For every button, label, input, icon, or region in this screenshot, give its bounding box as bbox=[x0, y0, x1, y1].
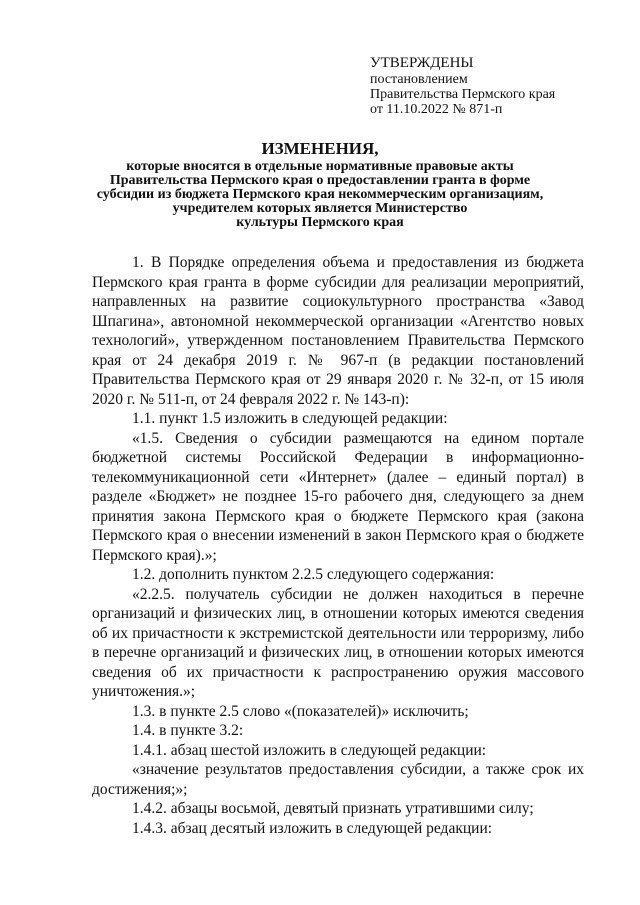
document-subtitle bbox=[80, 160, 560, 230]
approval-line: постановлением bbox=[370, 72, 468, 87]
subtitle-line: культуры Пермского края bbox=[236, 215, 404, 230]
paragraph: 1.4.3. абзац десятый изложить в следующей редакции: bbox=[132, 819, 493, 837]
paragraph: 1.3. в пункте 2.5 слово «(показателей)» исключить; bbox=[132, 702, 469, 720]
paragraph: 1.4.2. абзацы восьмой, девятый признать утратившими силу; bbox=[132, 800, 534, 817]
document-body bbox=[92, 253, 584, 838]
subtitle-line: учредителем которых является Министерство bbox=[172, 201, 468, 216]
subtitle-line: Правительства Пермского края о предоставлении гранта в форме bbox=[109, 173, 531, 188]
paragraph: 1.1. пункт 1.5 изложить в следующей редакции: bbox=[132, 410, 448, 427]
approval-stamp bbox=[370, 56, 630, 117]
paragraph: 1.2. дополнить пунктом 2.2.5 следующего содержания: bbox=[132, 566, 495, 583]
paragraph: «значение результатов предоставления субсидии, а также срок их достижения;»; bbox=[92, 761, 584, 798]
approval-heading: УТВЕРЖДЕНЫ bbox=[370, 55, 474, 71]
subtitle-line: субсидии из бюджета Пермского края некоммерческим организациям, bbox=[96, 187, 544, 202]
paragraph: 1. В Порядке определения объема и предоставления из бюджета Пермского края гранта в форме субсидии для реализации мероприятий, направленных на развитие социокультурного пространства «Завод Шпагина», автономной некоммерческой организации «Агентство новых технологий», утвержденном постановлением Правительства Пермского края от 24 декабря 2019 г. № 967-п (в редакции постановлений Правительства Пермского края от 29 января 2020 г. № 32-п, от 15 июля 2020 г. № 511-п, от 24 февраля 2022 г. № 143-п): bbox=[92, 254, 584, 408]
subtitle-line: которые вносятся в отдельные нормативные правовые акты bbox=[126, 159, 514, 174]
paragraph: «1.5. Сведения о субсидии размещаются на едином портале бюджетной системы Российской Федерации в информационно-телекоммуникационной сети «Интернет» (далее – единый портал) в разделе «Бюджет» не позднее 15-го рабочего дня, следующего за днем принятия закона Пермского края о бюджете Пермского края (закона Пермского края о внесении изменений в закон Пермского края о бюджете Пермского края).»; bbox=[92, 429, 584, 564]
approval-date-line: от 11.10.2022 № 871-п bbox=[370, 102, 503, 117]
paragraph: «2.2.5. получатель субсидии не должен находиться в перечне организаций и физических лиц, в отношении которых имеются сведения об их причастности к экстремистской деятельности или терроризму, либо в перечне организаций и физических лиц, в отношении которых имеются сведения об их причастности к распространению оружия массового уничтожения.»; bbox=[92, 585, 584, 700]
approval-line: Правительства Пермского края bbox=[370, 87, 556, 102]
paragraph: 1.4. в пункте 3.2: bbox=[132, 722, 244, 739]
document-title: ИЗМЕНЕНИЯ, bbox=[261, 139, 379, 158]
paragraph: 1.4.1. абзац шестой изложить в следующей редакции: bbox=[132, 741, 487, 759]
